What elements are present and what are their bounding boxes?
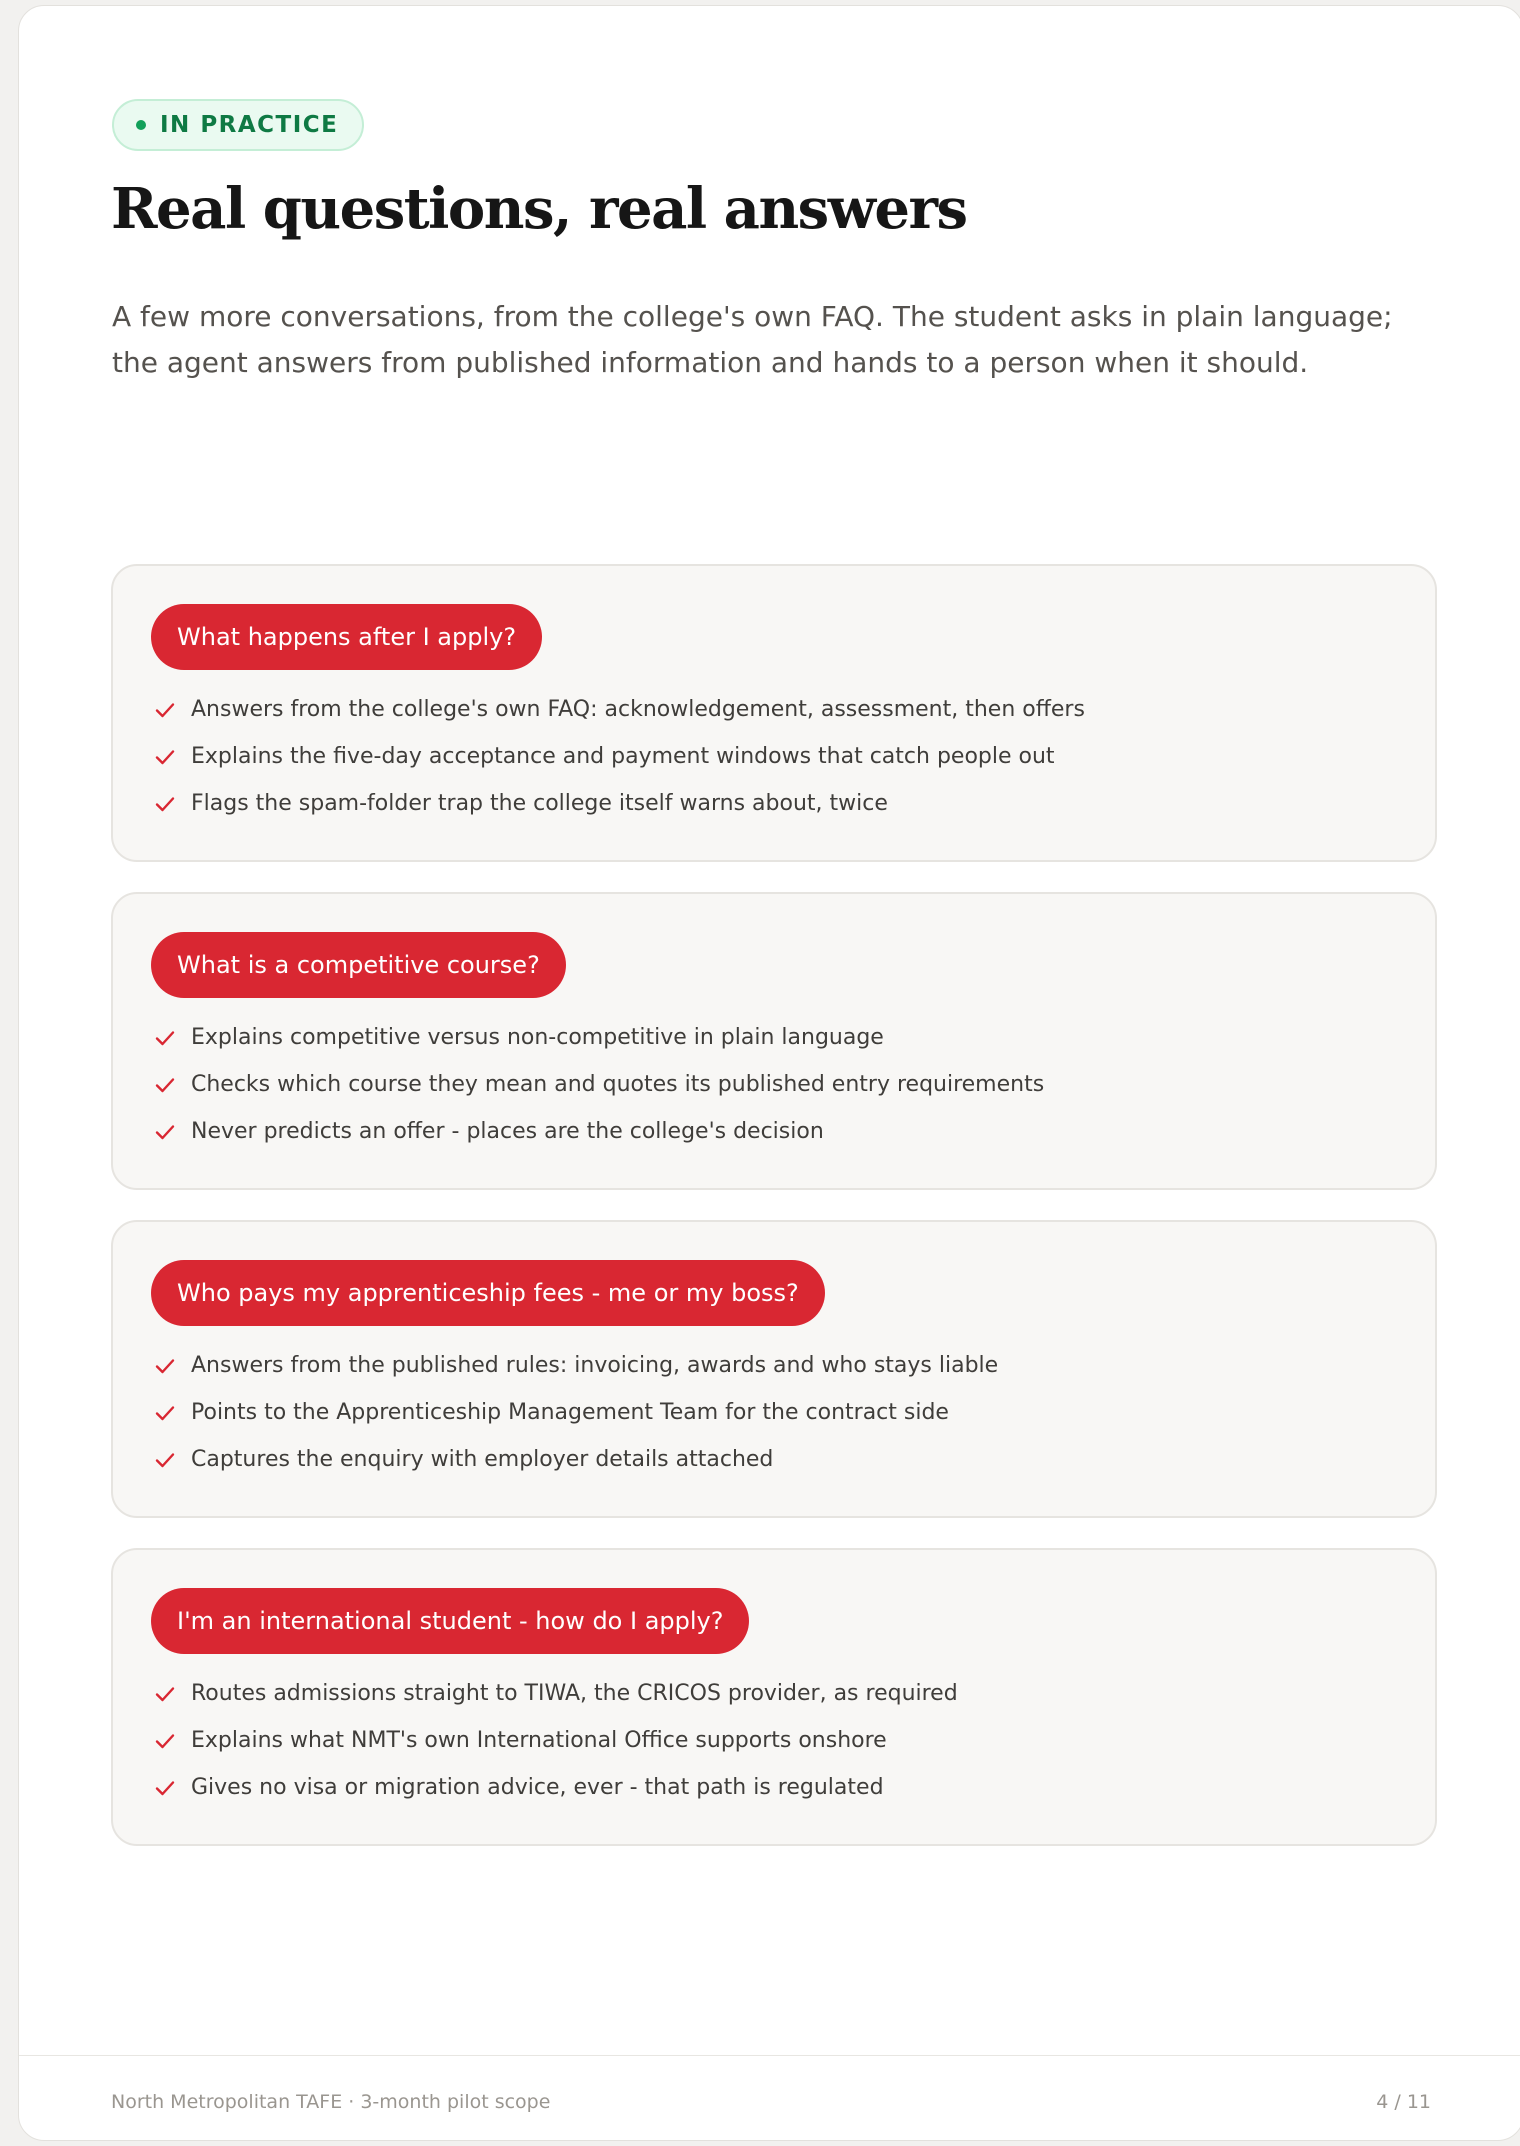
answer-points [153, 1670, 958, 1811]
check-icon [153, 1354, 177, 1378]
check-icon [153, 1401, 177, 1425]
answer-point [153, 686, 1085, 733]
answer-point [153, 1717, 958, 1764]
dot-icon [136, 120, 146, 130]
answer-points [153, 1014, 1044, 1155]
intro-paragraph: A few more conversations, from the college's own FAQ. The student asks in plain language; the agent answers from published information and hands to a person when it should. [112, 300, 1393, 379]
question-card [111, 1220, 1437, 1518]
check-icon [153, 1682, 177, 1706]
check-icon [153, 1448, 177, 1472]
check-icon [153, 698, 177, 722]
answer-point [153, 1670, 958, 1717]
answer-points [153, 1342, 998, 1483]
footer-caption: North Metropolitan TAFE · 3-month pilot scope [111, 2091, 551, 2113]
question-pill: What happens after I apply? [151, 604, 542, 670]
check-icon [153, 1073, 177, 1097]
question-card [111, 1548, 1437, 1846]
page-title: Real questions, real answers [111, 176, 967, 242]
check-icon [153, 1120, 177, 1144]
question-card [111, 564, 1437, 862]
answer-point-text: Checks which course they mean and quotes its published entry requirements [191, 1072, 1045, 1097]
answer-point-text: Answers from the published rules: invoicing, awards and who stays liable [191, 1353, 999, 1378]
answer-point [153, 1108, 1044, 1155]
question-pill: I'm an international student - how do I apply? [151, 1588, 749, 1654]
answer-point [153, 1014, 1044, 1061]
answer-point [153, 1389, 998, 1436]
question-pill: Who pays my apprenticeship fees - me or my boss? [151, 1260, 825, 1326]
check-icon [153, 792, 177, 816]
footer-divider [19, 2055, 1520, 2056]
section-badge [112, 99, 364, 151]
check-icon [153, 1026, 177, 1050]
answer-point-text: Flags the spam-folder trap the college itself warns about, twice [191, 791, 888, 816]
question-cards [111, 564, 1437, 1876]
question-card [111, 892, 1437, 1190]
answer-point-text: Explains the five-day acceptance and payment windows that catch people out [191, 744, 1055, 769]
answer-points [153, 686, 1085, 827]
answer-point-text: Routes admissions straight to TIWA, the CRICOS provider, as required [191, 1681, 958, 1706]
answer-point [153, 780, 1085, 827]
answer-point [153, 1342, 998, 1389]
answer-point-text: Points to the Apprenticeship Management Team for the contract side [191, 1400, 949, 1425]
answer-point-text: Gives no visa or migration advice, ever - that path is regulated [191, 1775, 884, 1800]
slide-page [18, 5, 1520, 2141]
answer-point [153, 733, 1085, 780]
answer-point [153, 1061, 1044, 1108]
question-pill: What is a competitive course? [151, 932, 566, 998]
answer-point-text: Never predicts an offer - places are the college's decision [191, 1119, 824, 1144]
check-icon [153, 1729, 177, 1753]
answer-point-text: Explains what NMT's own International Office supports onshore [191, 1728, 887, 1753]
check-icon [153, 1776, 177, 1800]
answer-point-text: Explains competitive versus non-competitive in plain language [191, 1025, 884, 1050]
answer-point [153, 1436, 998, 1483]
check-icon [153, 745, 177, 769]
answer-point-text: Answers from the college's own FAQ: acknowledgement, assessment, then offers [191, 697, 1085, 722]
answer-point [153, 1764, 958, 1811]
page-number: 4 / 11 [1376, 2091, 1431, 2113]
section-badge-label: IN PRACTICE [160, 112, 339, 138]
answer-point-text: Captures the enquiry with employer details attached [191, 1447, 774, 1472]
